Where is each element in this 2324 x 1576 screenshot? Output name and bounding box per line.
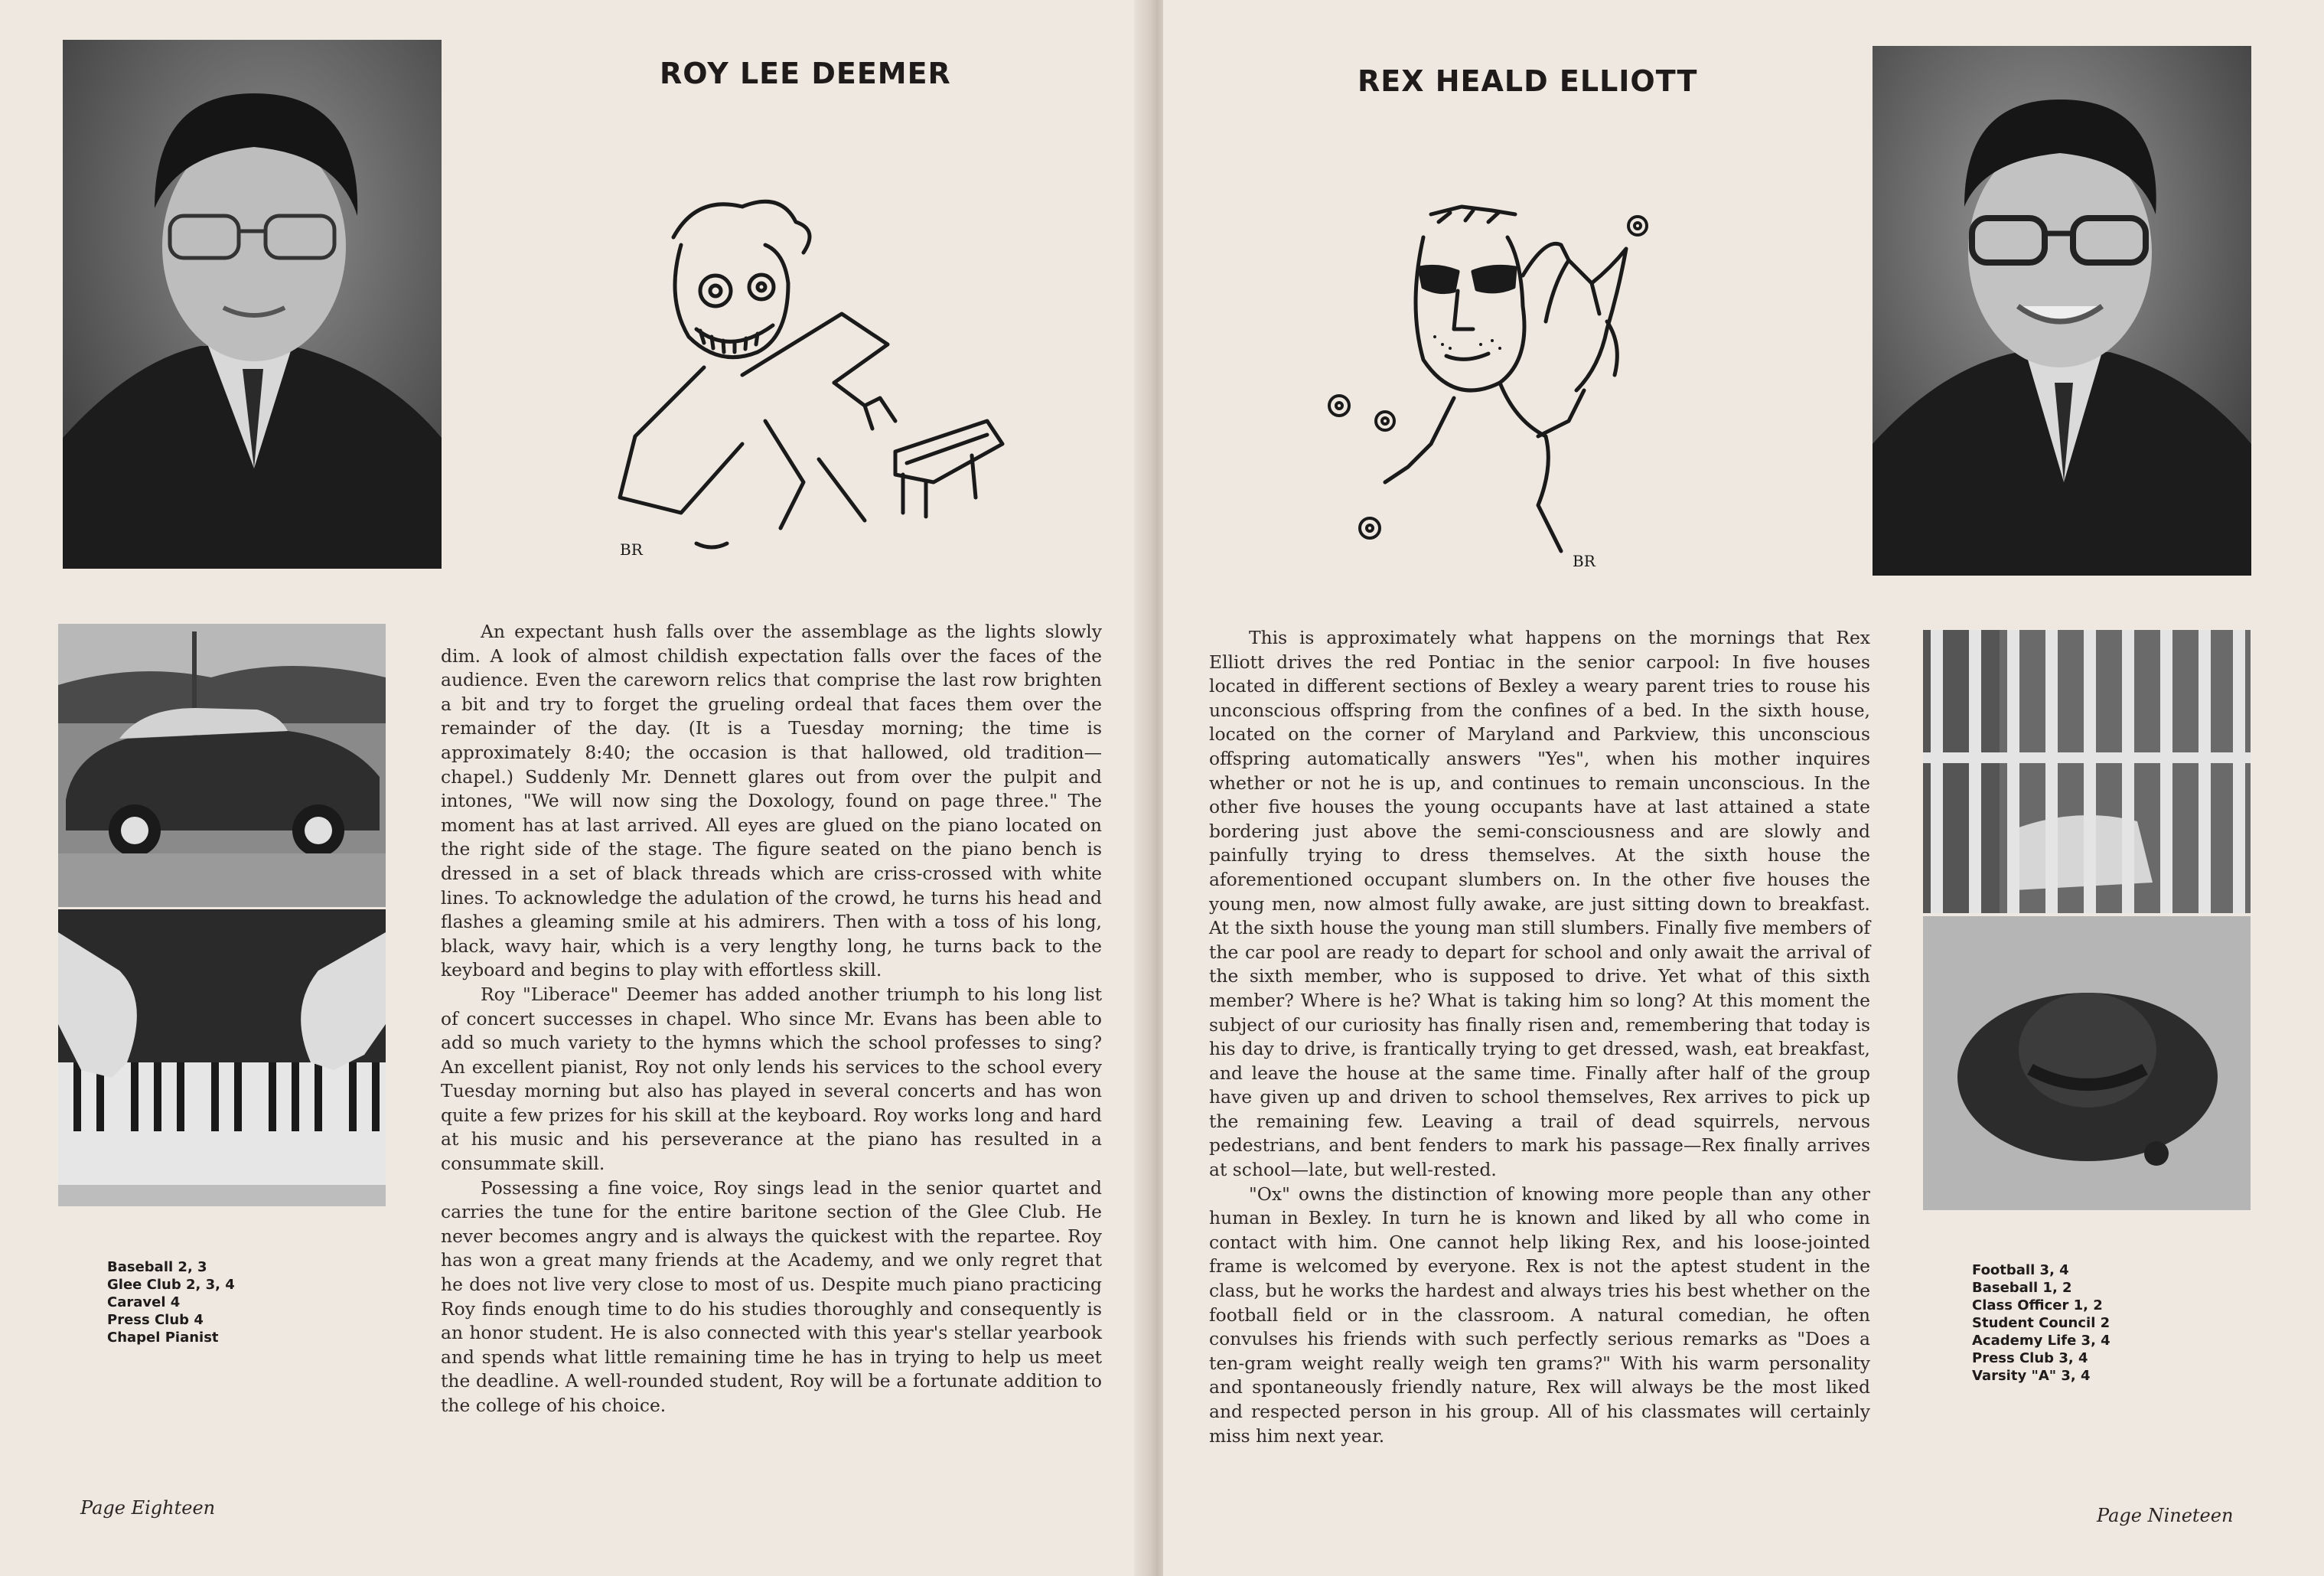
list-item: Chapel Pianist: [107, 1330, 219, 1346]
list-item: Baseball 1, 2: [1972, 1280, 2072, 1296]
list-item: Varsity "A" 3, 4: [1972, 1368, 2091, 1384]
caricature-drawing-roy: [589, 191, 1018, 566]
paragraph: "Ox" owns the distinction of knowing more people than any other human in Bexley. In turn he is known and liked by all who come in contact with him. One cannot help liking Rex, and his loose-jointed frame is welcomed by everyone. Rex is not the aptest student in the class, but he works the hardest and always tries his best whether on the football field or in the classroom. A natural comedian, he often convulses his friends with such perfectly serious remarks as "Does a ten-gram weight really weigh ten grams?" With his warm personality and spontaneously friendly nature, Rex will always be the most liked and respected person in his group. All of his classmates will certainly miss him next year.: [1209, 1183, 1870, 1447]
car-photo: [58, 624, 386, 907]
left-page: [0, 0, 1148, 1576]
jail-bars-photo: [1923, 630, 2251, 913]
article-text-rex: [1209, 626, 1870, 1448]
hat-photo: [1923, 916, 2251, 1210]
cartoonist-signature: BR: [620, 540, 643, 559]
caricature-drawing-rex: [1316, 191, 1699, 574]
student-name-heading: REX HEALD ELLIOTT: [1358, 64, 1698, 98]
right-page: [1163, 0, 2324, 1576]
portrait-photo-roy: [63, 40, 442, 569]
cartoonist-signature: BR: [1573, 552, 1596, 570]
paragraph: An expectant hush falls over the assemblage as the lights slowly dim. A look of almost childish expectation falls over the faces of the audience. Even the careworn relics that comprise the last row brighten a bit and try to forget the grueling ordeal that faces them over the remainder of the day. (It is a Tuesday morning; the time is approximately 8:40; the occasion is that hallowed, old tradition—chapel.) Suddenly Mr. Dennett glares out from over the pulpit and intones, "We will now sing the Doxology, found on page three." The moment has at last arrived. All eyes are glued on the piano located on the right side of the stage. The figure seated on the piano bench is dressed in a set of black threads which are criss-crossed with white lines. To acknowledge the adulation of the crowd, he turns his head and flashes a gleaming smile at his admirers. Then with a toss of his long, black, wavy hair, which is a very lengthy long, he turns back to the keyboard and begins to play with effortless skill.: [441, 621, 1102, 981]
list-item: Football 3, 4: [1972, 1262, 2069, 1278]
list-item: Press Club 4: [107, 1312, 204, 1328]
paragraph: Possessing a fine voice, Roy sings lead in the senior quartet and carries the tune for the entire baritone section of the Glee Club. He never becomes angry and is always the quickest with the repartee. Roy has won a great many friends at the Academy, and we only regret that he does not live very close to most of us. Despite much piano practicing Roy finds enough time to do his studies thoroughly and consequently is an honor student. He is also connected with this year's stellar yearbook and spends what little remaining time he has in trying to help us meet the deadline. A well-rounded student, Roy will be a fortunate addition to the college of his choice.: [441, 1176, 1102, 1416]
list-item: Student Council 2: [1972, 1315, 2111, 1331]
list-item: Baseball 2, 3: [107, 1259, 207, 1275]
paragraph: This is approximately what happens on the mornings that Rex Elliott drives the red Pontiac in the senior carpool: In five houses located in different sections of Bexley a weary parent tries to rouse his unconscious offspring from the confines of a bed. In the sixth house, located on the corner of Maryland and Parkview, this unconscious offspring automatically answers "Yes", when his mother inquires whether or not he is up, and continues to remain unconscious. In the other five houses the young occupants have at last attained a state bordering just above the semi-consciousness and are slowly and painfully trying to dress themselves. At the sixth house the aforementioned occupant slumbers on. In the other five houses the young men, now almost fully awake, are just sitting down to breakfast. At the sixth house the young man still slumbers. Finally five members of the car pool are ready to depart for school and only await the arrival of the sixth member, who is supposed to drive. Yet what of this sixth member? Where is he? What is taking him so long? At this moment the subject of our curiosity has finally risen and, remembering that today is his day to drive, is frantically trying to get dressed, wash, eat breakfast, and leave the house at the same time. Finally after half of the group have given up and driven to school themselves, Rex arrives to pick up the remaining few. Leaving a trail of dead squirrels, nervous pedestrians, and bent fenders to mark his passage—Rex finally arrives at school—late, but well-rested.: [1209, 627, 1870, 1181]
list-item: Class Officer 1, 2: [1972, 1297, 2103, 1313]
piano-hands-photo: [58, 909, 386, 1206]
portrait-photo-rex: [1873, 46, 2251, 576]
list-item: Academy Life 3, 4: [1972, 1333, 2111, 1349]
activities-list-roy: [107, 1258, 235, 1346]
activities-list-rex: [1972, 1261, 2111, 1385]
article-text-roy: [441, 620, 1102, 1418]
student-name-heading: ROY LEE DEEMER: [660, 57, 951, 90]
list-item: Glee Club 2, 3, 4: [107, 1277, 235, 1293]
list-item: Caravel 4: [107, 1294, 181, 1310]
list-item: Press Club 3, 4: [1972, 1350, 2088, 1366]
paragraph: Roy "Liberace" Deemer has added another triumph to his long list of concert successes in chapel. Who since Mr. Evans has been able to add so much variety to the hymns which the school professes to sing? An excellent pianist, Roy not only lends his services to the school every Tuesday morning but also has played in several concerts and has won quite a few prizes for his skill at the keyboard. Roy works long and hard at his music and his perseverance at the piano has resulted in a consummate skill.: [441, 983, 1102, 1175]
page-number: Page Eighteen: [80, 1497, 216, 1519]
page-number: Page Nineteen: [2097, 1505, 2234, 1526]
